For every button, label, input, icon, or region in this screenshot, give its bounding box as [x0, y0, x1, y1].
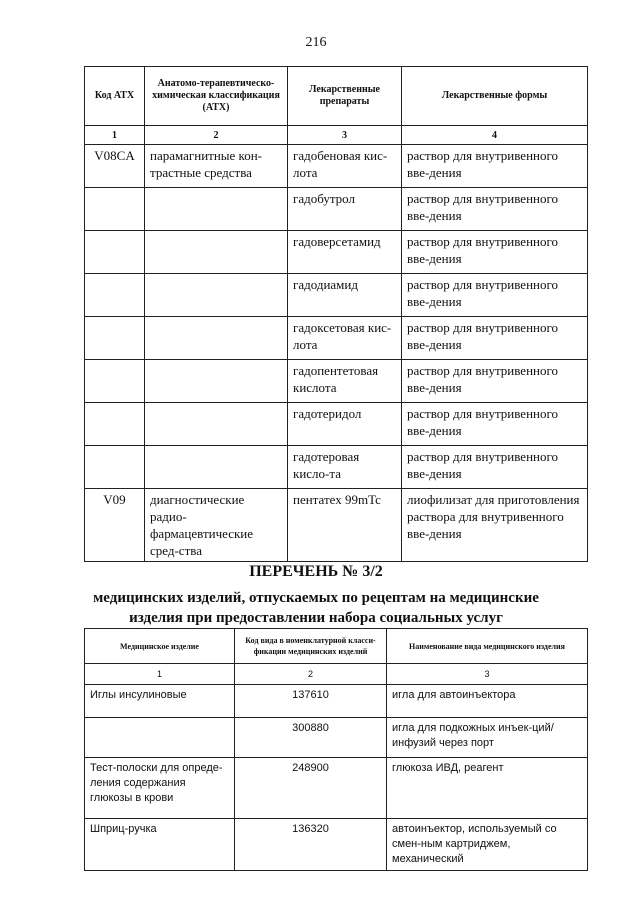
devices-header-row	[85, 629, 588, 664]
device-code-cell: 300880	[235, 718, 387, 758]
header-device-type-name: Наименование вида медицинского изделия	[387, 629, 588, 664]
table-row	[85, 188, 588, 231]
device-item-cell: Иглы инсулиновые	[85, 685, 235, 718]
drug-cell: гадопентетовая кислота	[288, 360, 402, 403]
atc-code-cell	[85, 360, 145, 403]
atc-code-cell: V08CA	[85, 145, 145, 188]
header-nomenclature-code: Код вида в номенклатурной класси-фикации медицинских изделий	[235, 629, 387, 664]
form-cell: раствор для внутривенного вве-дения	[402, 231, 588, 274]
device-code-cell: 248900	[235, 758, 387, 819]
column-number: 3	[288, 126, 402, 145]
device-name-cell: автоинъектор, используемый со смен-ным картриджем, механический	[387, 819, 588, 871]
atc-drug-table	[84, 66, 588, 562]
atc-class-cell	[145, 446, 288, 489]
header-atc-classification: Анатомо-терапевтическо-химическая классификация (АТХ)	[145, 67, 288, 126]
drug-cell: гадотеридол	[288, 403, 402, 446]
atc-header-row	[85, 67, 588, 126]
atc-class-cell	[145, 317, 288, 360]
form-cell: раствор для внутривенного вве-дения	[402, 188, 588, 231]
device-item-cell: Шприц-ручка	[85, 819, 235, 871]
table-row	[85, 758, 588, 819]
form-cell: раствор для внутривенного вве-дения	[402, 360, 588, 403]
device-code-cell: 136320	[235, 819, 387, 871]
column-number: 2	[145, 126, 288, 145]
table-row	[85, 819, 588, 871]
atc-code-cell	[85, 188, 145, 231]
atc-class-cell	[145, 188, 288, 231]
page-number: 216	[305, 35, 327, 50]
form-cell: раствор для внутривенного вве-дения	[402, 145, 588, 188]
column-number: 1	[85, 126, 145, 145]
table-row	[85, 360, 588, 403]
medical-devices-table	[84, 628, 588, 871]
atc-code-cell	[85, 446, 145, 489]
column-number: 2	[235, 664, 387, 685]
list-subtitle-line: медицинских изделий, отпускаемых по рецептам на медицинские	[93, 590, 539, 606]
list-subtitle	[0, 588, 632, 628]
drug-cell: гадобеновая кис-лота	[288, 145, 402, 188]
atc-class-cell	[145, 360, 288, 403]
form-cell: раствор для внутривенного вве-дения	[402, 317, 588, 360]
atc-code-cell	[85, 231, 145, 274]
atc-code-cell: V09	[85, 489, 145, 562]
table-row	[85, 446, 588, 489]
form-cell: раствор для внутривенного вве-дения	[402, 446, 588, 489]
column-number: 1	[85, 664, 235, 685]
atc-class-cell	[145, 274, 288, 317]
header-dosage-forms: Лекарственные формы	[402, 67, 588, 126]
atc-class-cell: парамагнитные кон-трастные средства	[145, 145, 288, 188]
form-cell: раствор для внутривенного вве-дения	[402, 274, 588, 317]
device-code-cell: 137610	[235, 685, 387, 718]
column-number: 3	[387, 664, 588, 685]
drug-cell: пентатех 99mTc	[288, 489, 402, 562]
table-row	[85, 489, 588, 562]
list-subtitle-line: изделия при предоставлении набора социальных услуг	[129, 610, 503, 626]
column-number: 4	[402, 126, 588, 145]
atc-code-cell	[85, 274, 145, 317]
device-name-cell: игла для автоинъектора	[387, 685, 588, 718]
column-number-row	[85, 126, 588, 145]
form-cell: лиофилизат для приготовления раствора для внутривенного вве-дения	[402, 489, 588, 562]
table-row	[85, 231, 588, 274]
table-row	[85, 718, 588, 758]
atc-class-cell	[145, 403, 288, 446]
table-row	[85, 274, 588, 317]
device-item-cell	[85, 718, 235, 758]
drug-cell: гадоверсетамид	[288, 231, 402, 274]
device-name-cell: глюкоза ИВД, реагент	[387, 758, 588, 819]
device-item-cell: Тест-полоски для опреде-ления содержания глюкозы в крови	[85, 758, 235, 819]
atc-code-cell	[85, 403, 145, 446]
device-name-cell: игла для подкожных инъек-ций/инфузий через порт	[387, 718, 588, 758]
table-row	[85, 145, 588, 188]
drug-cell: гадоксетовая кис-лота	[288, 317, 402, 360]
atc-class-cell	[145, 231, 288, 274]
form-cell: раствор для внутривенного вве-дения	[402, 403, 588, 446]
header-atc-code: Код АТХ	[85, 67, 145, 126]
drug-cell: гадодиамид	[288, 274, 402, 317]
drug-cell: гадотеровая кисло-та	[288, 446, 402, 489]
column-number-row	[85, 664, 588, 685]
table-row	[85, 317, 588, 360]
atc-class-cell: диагностические радио-фармацевтические сред-ства	[145, 489, 288, 562]
list-title: ПЕРЕЧЕНЬ № 3/2	[249, 563, 383, 580]
header-medical-device: Медицинское изделие	[85, 629, 235, 664]
atc-code-cell	[85, 317, 145, 360]
drug-cell: гадобутрол	[288, 188, 402, 231]
table-row	[85, 685, 588, 718]
header-drugs: Лекарственные препараты	[288, 67, 402, 126]
table-row	[85, 403, 588, 446]
